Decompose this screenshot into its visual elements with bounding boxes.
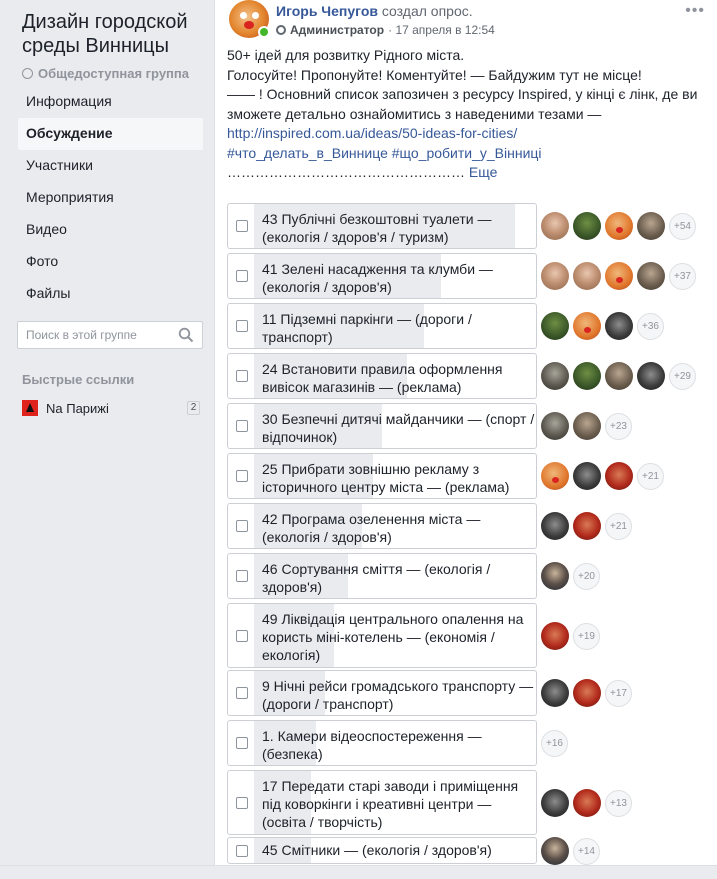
voter-avatar[interactable] (573, 679, 601, 707)
poll-option[interactable] (227, 403, 537, 449)
voter-avatar[interactable] (573, 789, 601, 817)
voter-avatars (541, 412, 632, 440)
poll-option[interactable] (227, 353, 537, 399)
truncation-dots: …………………………………………… (227, 164, 465, 180)
poll-option-label: 41 Зелені насадження та клумби — (екологія / здоров'я) (262, 261, 493, 295)
voter-avatar[interactable] (541, 512, 569, 540)
voter-avatars (541, 212, 696, 240)
poll-option-label: 43 Публічні безкоштовні туалети — (екологія / здоров'я / туризм) (262, 211, 492, 245)
more-voters-count[interactable]: +14 (573, 838, 600, 865)
ellipsis-icon[interactable]: ••• (685, 2, 705, 19)
poll-option-label: 1. Камери відеоспостереження — (безпека) (262, 728, 482, 762)
sidebar-nav-item[interactable]: Информация (26, 93, 112, 109)
poll-option-label: 49 Ліквідація центрального опалення на користь міні-котелень — (економія / екологія) (262, 611, 524, 663)
poll-option[interactable] (227, 770, 537, 835)
sidebar-nav-item[interactable]: Файлы (26, 285, 71, 301)
more-voters-count[interactable]: +20 (573, 563, 600, 590)
voter-avatars (541, 729, 568, 757)
voter-avatar[interactable] (637, 262, 665, 290)
voter-avatars (541, 262, 696, 290)
poll-checkbox[interactable] (236, 630, 248, 642)
voter-avatars (541, 622, 600, 650)
poll-checkbox[interactable] (236, 270, 248, 282)
poll-option[interactable] (227, 553, 537, 599)
voter-avatar[interactable] (605, 212, 633, 240)
poll-option[interactable] (227, 303, 537, 349)
poll-checkbox[interactable] (236, 687, 248, 699)
poll-checkbox[interactable] (236, 320, 248, 332)
poll-option-label: 46 Сортування сміття — (екологія / здоров'я) (262, 561, 491, 595)
voter-avatar[interactable] (541, 412, 569, 440)
post-action: создал опрос. (381, 3, 473, 19)
bottom-bar (0, 865, 717, 879)
post-date[interactable]: 17 апреля в 12:54 (395, 23, 495, 37)
voter-avatar[interactable] (605, 362, 633, 390)
voter-avatar[interactable] (573, 362, 601, 390)
poll-post (214, 0, 717, 879)
quick-link-badge: 2 (187, 401, 200, 415)
admin-icon (276, 25, 286, 35)
meta-separator: · (388, 23, 396, 37)
group-search[interactable] (17, 321, 203, 349)
poll-checkbox[interactable] (236, 470, 248, 482)
poll-checkbox[interactable] (236, 845, 248, 857)
voter-avatars (541, 312, 664, 340)
voter-avatar[interactable] (573, 212, 601, 240)
voter-avatar[interactable] (541, 462, 569, 490)
more-voters-count[interactable]: +21 (637, 463, 664, 490)
voter-avatars (541, 362, 696, 390)
more-voters-count[interactable]: +21 (605, 513, 632, 540)
truncation-line (227, 163, 715, 183)
poll-option[interactable] (227, 670, 537, 716)
more-voters-count[interactable]: +16 (541, 730, 568, 757)
voter-avatar[interactable] (637, 212, 665, 240)
group-title[interactable]: Дизайн городской среды Винницы (22, 11, 188, 57)
poll-option[interactable] (227, 253, 537, 299)
voter-avatars (541, 562, 600, 590)
voter-avatars (541, 837, 600, 865)
post-text (227, 46, 715, 183)
page-icon (22, 400, 38, 416)
more-voters-count[interactable]: +23 (605, 413, 632, 440)
more-voters-count[interactable]: +13 (605, 790, 632, 817)
sidebar-nav-item[interactable]: Участники (26, 157, 93, 173)
poll-option-label: 25 Прибрати зовнішню рекламу з історичного центру міста — (реклама) (262, 461, 510, 495)
online-status-icon (258, 26, 270, 38)
more-voters-count[interactable]: +29 (669, 363, 696, 390)
more-voters-count[interactable]: +17 (605, 680, 632, 707)
poll-checkbox[interactable] (236, 220, 248, 232)
group-type-label: Общедоступная группа (38, 66, 189, 81)
group-search-input[interactable] (18, 322, 168, 348)
quick-link-item[interactable] (22, 398, 200, 418)
see-more-link[interactable]: Еще (468, 164, 498, 180)
voter-avatars (541, 789, 632, 817)
poll-option[interactable] (227, 503, 537, 549)
voter-avatar[interactable] (573, 262, 601, 290)
voter-avatar[interactable] (573, 512, 601, 540)
poll-checkbox[interactable] (236, 797, 248, 809)
post-text-line: Голосуйте! Пропонуйте! Коментуйте! — Байдужим тут не місце! (227, 66, 642, 83)
external-link[interactable]: http://inspired.com.ua/ideas/50-ideas-for-cities/ (227, 125, 518, 141)
more-voters-count[interactable]: +19 (573, 623, 600, 650)
poll-checkbox[interactable] (236, 737, 248, 749)
more-voters-count[interactable]: +37 (669, 263, 696, 290)
poll-option-label: 17 Передати старі заводи і приміщення під коворкінги і креативні центри — (освіта / творчість) (262, 778, 519, 830)
voter-avatar[interactable] (541, 312, 569, 340)
hashtags[interactable]: #что_делать_в_Виннице #що_робити_у_Вінниці (227, 144, 542, 161)
poll-option-label: 45 Смітники — (екологія / здоров'я) (262, 842, 492, 858)
poll-option-label: 11 Підземні паркінги — (дороги / транспорт) (262, 311, 472, 345)
poll-option-label: 24 Встановити правила оформлення вивісок магазинів — (реклама) (262, 361, 503, 395)
voter-avatar[interactable] (541, 362, 569, 390)
poll-option-label: 9 Нічні рейси громадського транспорту — (дороги / транспорт) (262, 678, 534, 712)
voter-avatar[interactable] (605, 312, 633, 340)
more-voters-count[interactable]: +36 (637, 313, 664, 340)
sidebar-nav-item[interactable]: Мероприятия (26, 189, 114, 205)
poll-option-label: 30 Безпечні дитячі майданчики — (спорт / відпочинок) (262, 411, 535, 445)
voter-avatar[interactable] (573, 462, 601, 490)
voter-avatar[interactable] (541, 622, 569, 650)
voter-avatar[interactable] (573, 412, 601, 440)
voter-avatar[interactable] (605, 462, 633, 490)
voter-avatars (541, 462, 664, 490)
author-name[interactable]: Игорь Чепугов (276, 3, 378, 19)
voter-avatar[interactable] (541, 262, 569, 290)
voter-avatar[interactable] (605, 262, 633, 290)
search-icon[interactable] (178, 327, 194, 343)
poll-option[interactable] (227, 720, 537, 766)
sidebar-nav-item[interactable]: Обсуждение (18, 118, 203, 150)
poll-checkbox[interactable] (236, 520, 248, 532)
quick-links-title: Быстрые ссылки (22, 372, 135, 387)
post-header (276, 3, 473, 19)
voter-avatar[interactable] (541, 212, 569, 240)
poll-option-label: 42 Програма озеленення міста — (екологія / здоров'я) (262, 511, 481, 545)
group-nav (18, 86, 203, 310)
voter-avatar[interactable] (541, 837, 569, 865)
sidebar-nav-item[interactable]: Фото (26, 253, 59, 269)
voter-avatar[interactable] (637, 362, 665, 390)
post-text-line: —— ! Основний список запозичен з ресурсу Inspired, у кінці є лінк, де ви зможете детально ознайомитись з наведеними тезами — (227, 86, 698, 122)
poll-checkbox[interactable] (236, 420, 248, 432)
more-voters-count[interactable]: +54 (669, 213, 696, 240)
voter-avatar[interactable] (541, 562, 569, 590)
voter-avatar[interactable] (541, 679, 569, 707)
voter-avatar[interactable] (573, 312, 601, 340)
voter-avatars (541, 679, 632, 707)
left-sidebar (0, 0, 214, 879)
globe-icon (22, 68, 33, 79)
poll-checkbox[interactable] (236, 570, 248, 582)
group-type (22, 66, 189, 81)
quick-link-label[interactable]: Na Парижі (46, 400, 109, 416)
poll-option[interactable] (227, 603, 537, 668)
post-text-line: 50+ ідей для розвитку Рідного міста. (227, 47, 465, 63)
poll-option[interactable] (227, 203, 537, 249)
poll-option[interactable] (227, 453, 537, 499)
poll-checkbox[interactable] (236, 370, 248, 382)
sidebar-nav-item[interactable]: Видео (26, 221, 67, 237)
author-role: Администратор (290, 23, 385, 37)
post-meta (276, 23, 495, 37)
poll-option[interactable] (227, 837, 537, 864)
voter-avatar[interactable] (541, 789, 569, 817)
voter-avatars (541, 512, 632, 540)
